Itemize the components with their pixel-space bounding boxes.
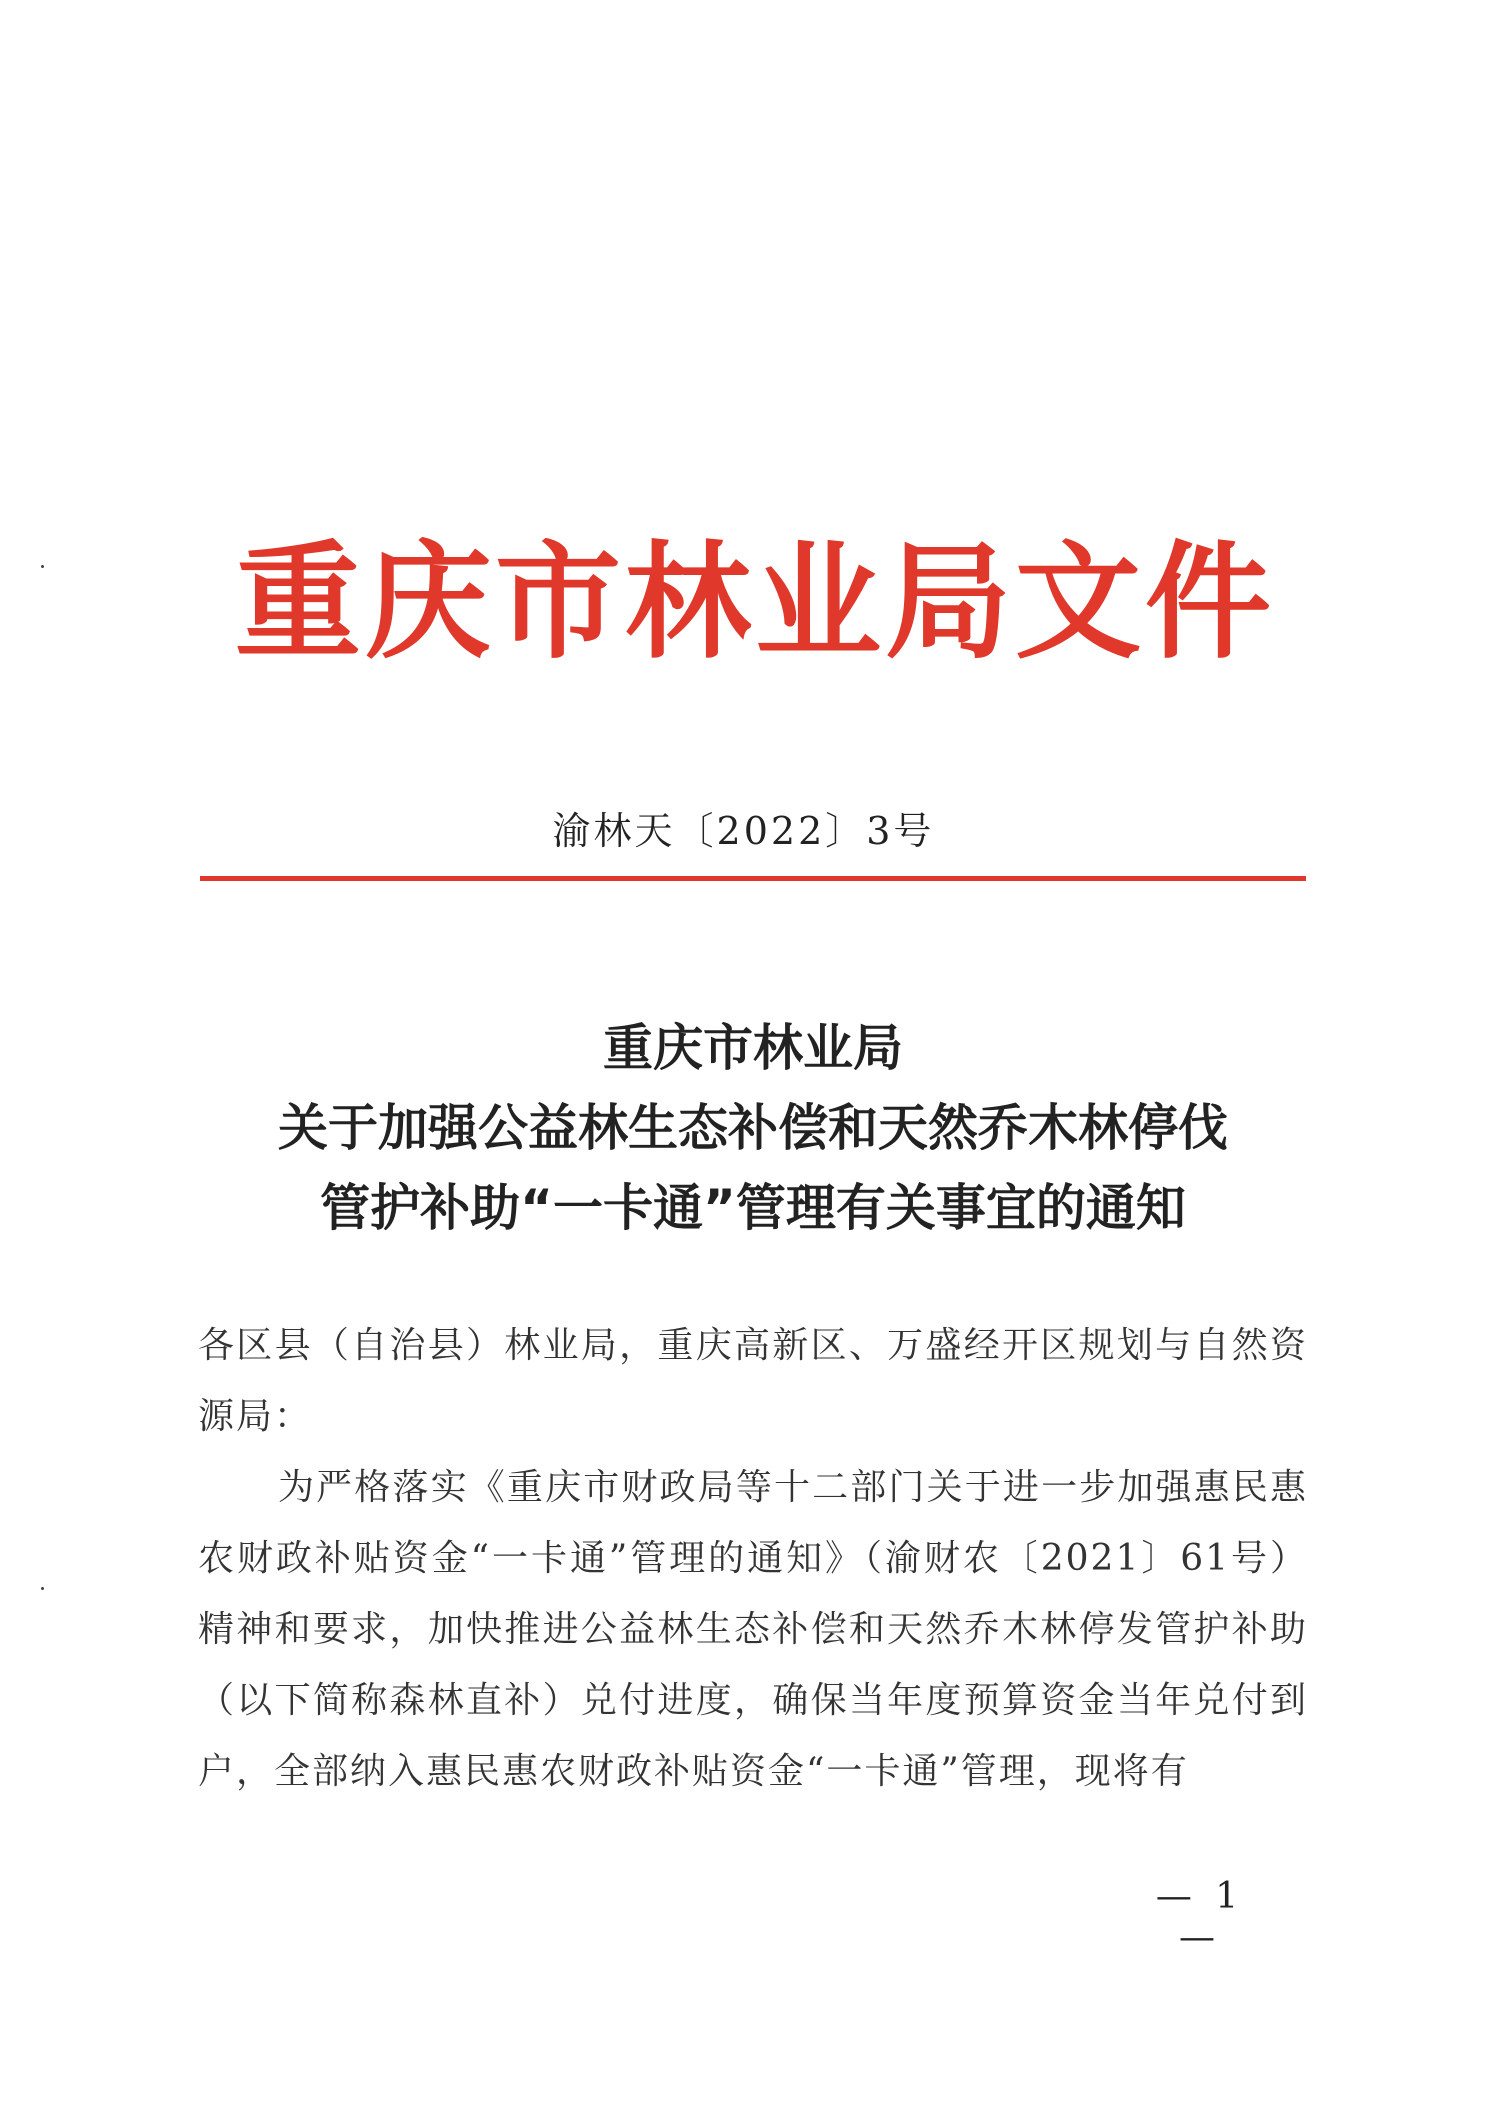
title-line-2: 关于加强公益林生态补偿和天然乔木林停伐	[278, 1099, 1228, 1157]
document-title	[200, 1008, 1306, 1248]
scan-speck	[41, 1587, 44, 1590]
document-masthead: 重庆市林业局文件	[235, 529, 1275, 676]
title-line-1: 重庆市林业局	[603, 1019, 903, 1077]
addressee-paragraph: 各区县（自治县）林业局，重庆高新区、万盛经开区规划与自然资源局：	[198, 1325, 1308, 1437]
document-number: 渝林天〔2022〕3号	[552, 809, 935, 853]
title-line-3: 管护补助“一卡通”管理有关事宜的通知	[320, 1179, 1186, 1237]
page-number: — 1 —	[1155, 1876, 1245, 1958]
document-body	[198, 1310, 1308, 1807]
red-divider-line	[200, 876, 1306, 881]
body-paragraph: 为严格落实《重庆市财政局等十二部门关于进一步加强惠民惠农财政补贴资金“一卡通”管理的通知》（渝财农〔2021〕61号）精神和要求，加快推进公益林生态补偿和天然乔木林停发管护补助（以下简称森林直补）兑付进度，确保当年度预算资金当年兑付到户，全部纳入惠民惠农财政补贴资金“一卡通”管理，现将有	[198, 1467, 1308, 1792]
scan-speck	[41, 565, 44, 568]
